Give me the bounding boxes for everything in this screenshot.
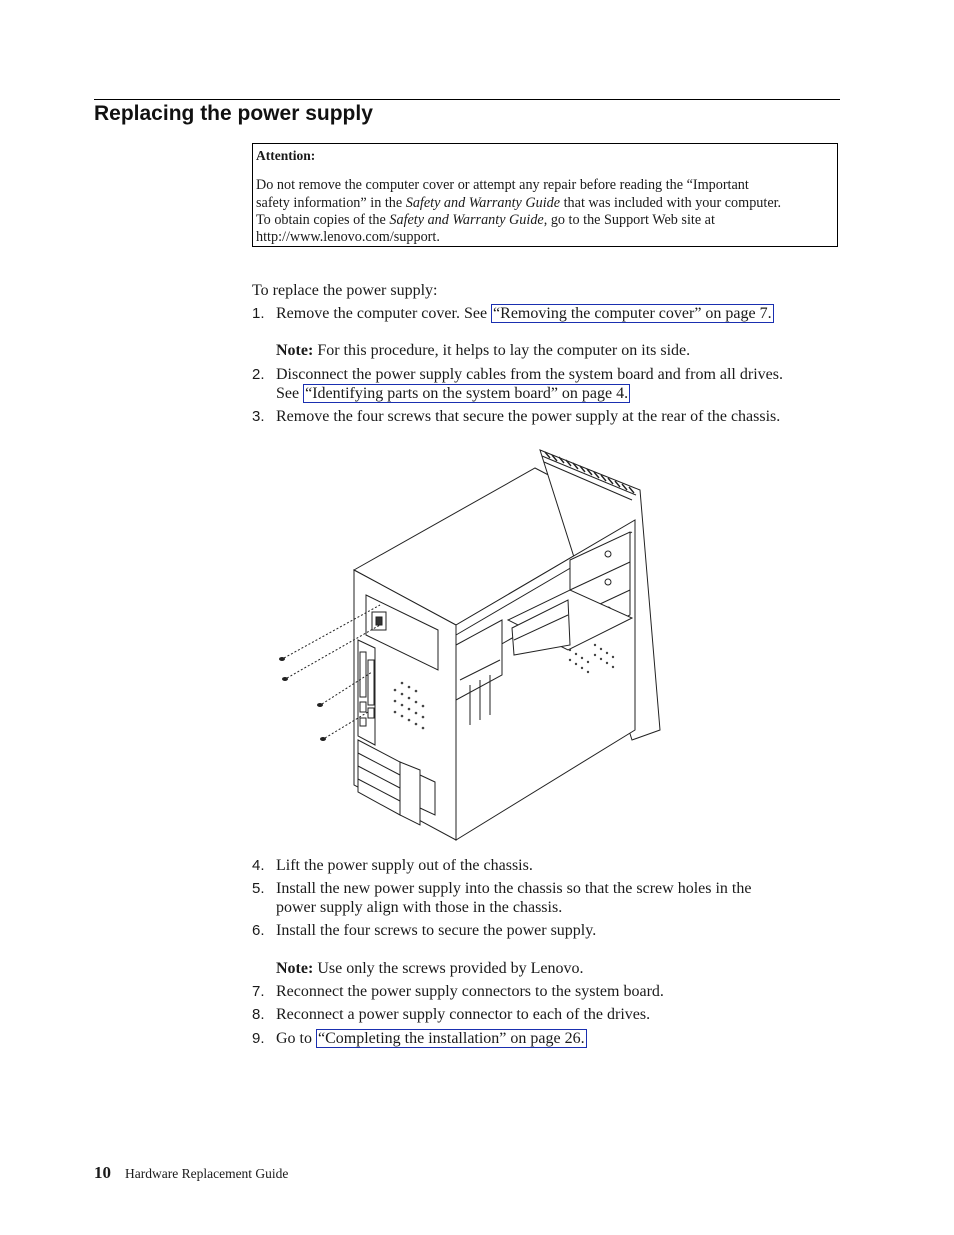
- step-number: 5.: [252, 880, 265, 897]
- attention-line-4: http://www.lenovo.com/support.: [256, 229, 440, 246]
- attention-line-1: Do not remove the computer cover or attempt any repair before reading the “Important: [256, 177, 749, 194]
- step-number: 2.: [252, 366, 265, 383]
- link-completing-installation[interactable]: “Completing the installation” on page 26.: [318, 1030, 585, 1047]
- attention-box: [252, 143, 838, 247]
- page-number: 10: [94, 1163, 111, 1182]
- attention-line-3: To obtain copies of the Safety and Warranty Guide, go to the Support Web site at: [256, 211, 715, 228]
- link-identifying-parts[interactable]: “Identifying parts on the system board” on page 4.: [305, 385, 629, 402]
- step-number: 3.: [252, 408, 265, 425]
- step-number: 6.: [252, 922, 265, 939]
- page-title: Replacing the power supply: [94, 102, 373, 125]
- step-number: 9.: [252, 1030, 265, 1047]
- book-title: Hardware Replacement Guide: [125, 1166, 289, 1181]
- intro-text: To replace the power supply:: [252, 282, 438, 299]
- step-number: 8.: [252, 1006, 265, 1023]
- heading-rule: [94, 99, 840, 100]
- attention-title: Attention:: [256, 148, 316, 163]
- note-2: Note: Use only the screws provided by Lenovo.: [276, 960, 584, 977]
- note-1: Note: For this procedure, it helps to lay the computer on its side.: [276, 342, 691, 359]
- chassis-illustration: [270, 440, 670, 845]
- step-number: 4.: [252, 857, 265, 874]
- step-number: 7.: [252, 983, 265, 1000]
- page-footer: [94, 1163, 288, 1183]
- attention-line-2: safety information” in the Safety and Warranty Guide that was included with your computer.: [256, 194, 782, 211]
- step-number: 1.: [252, 305, 265, 322]
- link-removing-cover[interactable]: “Removing the computer cover” on page 7.: [493, 305, 772, 322]
